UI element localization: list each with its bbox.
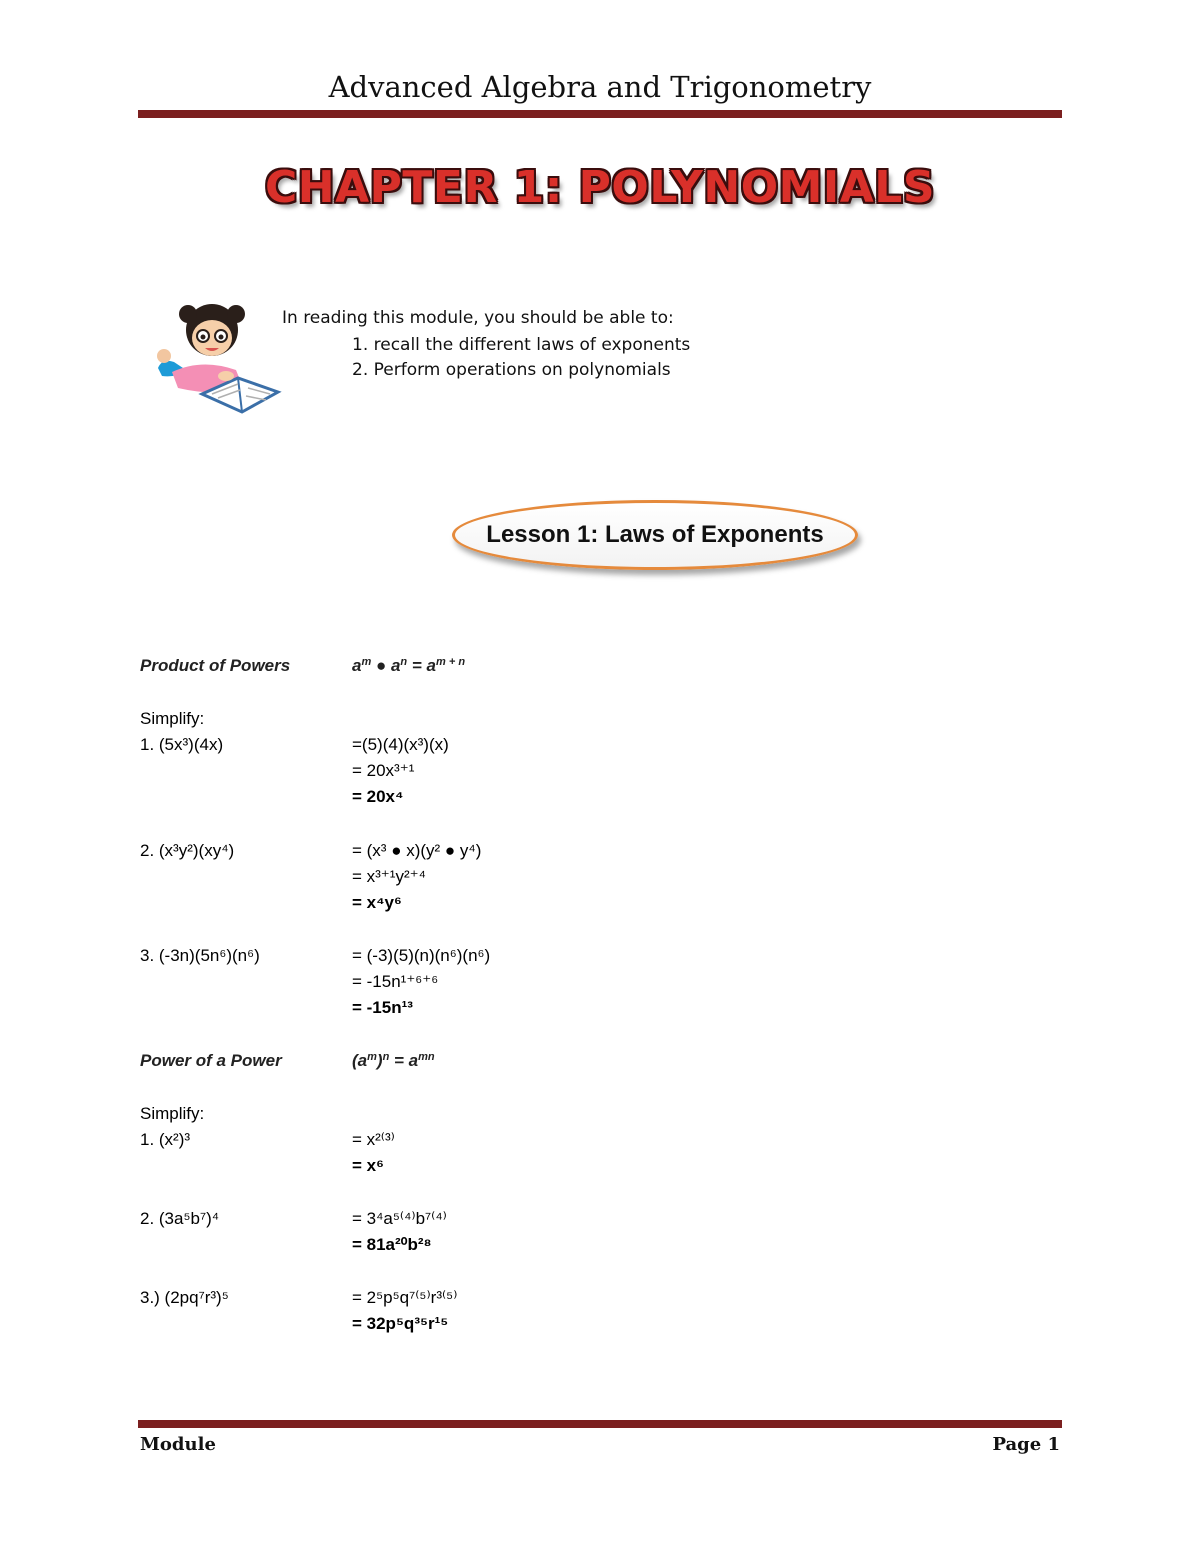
answer: = 20x⁴ xyxy=(352,787,404,806)
lesson-banner xyxy=(452,500,854,572)
step: = -15n¹⁺⁶⁺⁶ xyxy=(352,972,439,991)
problem-3: 3. (-3n)(5n⁶)(n⁶) xyxy=(140,946,260,965)
footer-page-number: Page 1 xyxy=(992,1434,1060,1455)
step: = 3⁴a⁵⁽⁴⁾b⁷⁽⁴⁾ xyxy=(352,1209,447,1228)
document-header-title: Advanced Algebra and Trigonometry xyxy=(328,70,872,104)
objective-item-2: 2. Perform operations on polynomials xyxy=(352,360,671,380)
header-rule xyxy=(138,110,1062,118)
step: = 20x³⁺¹ xyxy=(352,761,415,780)
answer: = 81a²⁰b²⁸ xyxy=(352,1235,432,1254)
answer: = -15n¹³ xyxy=(352,998,413,1017)
answer: = 32p⁵q³⁵r¹⁵ xyxy=(352,1314,449,1333)
objective-item-1: 1. recall the different laws of exponents xyxy=(352,335,691,355)
problem-1: 1. (x²)³ xyxy=(140,1130,191,1149)
problem-2: 2. (3a⁵b⁷)⁴ xyxy=(140,1209,220,1228)
step: = x³⁺¹y²⁺⁴ xyxy=(352,867,426,886)
problem-2: 2. (x³y²)(xy⁴) xyxy=(140,841,235,860)
footer-rule xyxy=(138,1420,1062,1428)
answer: = x⁴y⁶ xyxy=(352,893,402,912)
objectives-intro: In reading this module, you should be able to: xyxy=(282,308,674,328)
chapter-title: CHAPTER 1: POLYNOMIALS xyxy=(264,162,936,213)
step: =(5)(4)(x³)(x) xyxy=(352,735,449,754)
law-power-of-a-power-formula: $(a^m)^n = a^{mn}$ xyxy=(352,1051,435,1070)
footer-module-label: Module xyxy=(140,1434,216,1455)
law-product-of-powers-formula: $a^m$ ● $a^n = a^{m + n}$ xyxy=(352,656,466,675)
step: = 2⁵p⁵q⁷⁽⁵⁾r³⁽⁵⁾ xyxy=(352,1288,458,1307)
girl-reading-illustration xyxy=(152,298,284,420)
law-power-of-a-power-name: Power of a Power xyxy=(140,1051,282,1070)
simplify-label: Simplify: xyxy=(140,1104,205,1123)
answer: = x⁶ xyxy=(352,1156,384,1175)
lesson-title: Lesson 1: Laws of Exponents xyxy=(452,500,858,570)
law-product-of-powers-name: Product of Powers xyxy=(140,656,291,675)
problem-3: 3.) (2pq⁷r³)⁵ xyxy=(140,1288,229,1307)
step: = x²⁽³⁾ xyxy=(352,1130,395,1149)
simplify-label: Simplify: xyxy=(140,709,205,728)
problem-1: 1. (5x³)(4x) xyxy=(140,735,224,754)
step: = (-3)(5)(n)(n⁶)(n⁶) xyxy=(352,946,491,965)
step: = (x³ ● x)(y² ● y⁴) xyxy=(352,841,482,860)
